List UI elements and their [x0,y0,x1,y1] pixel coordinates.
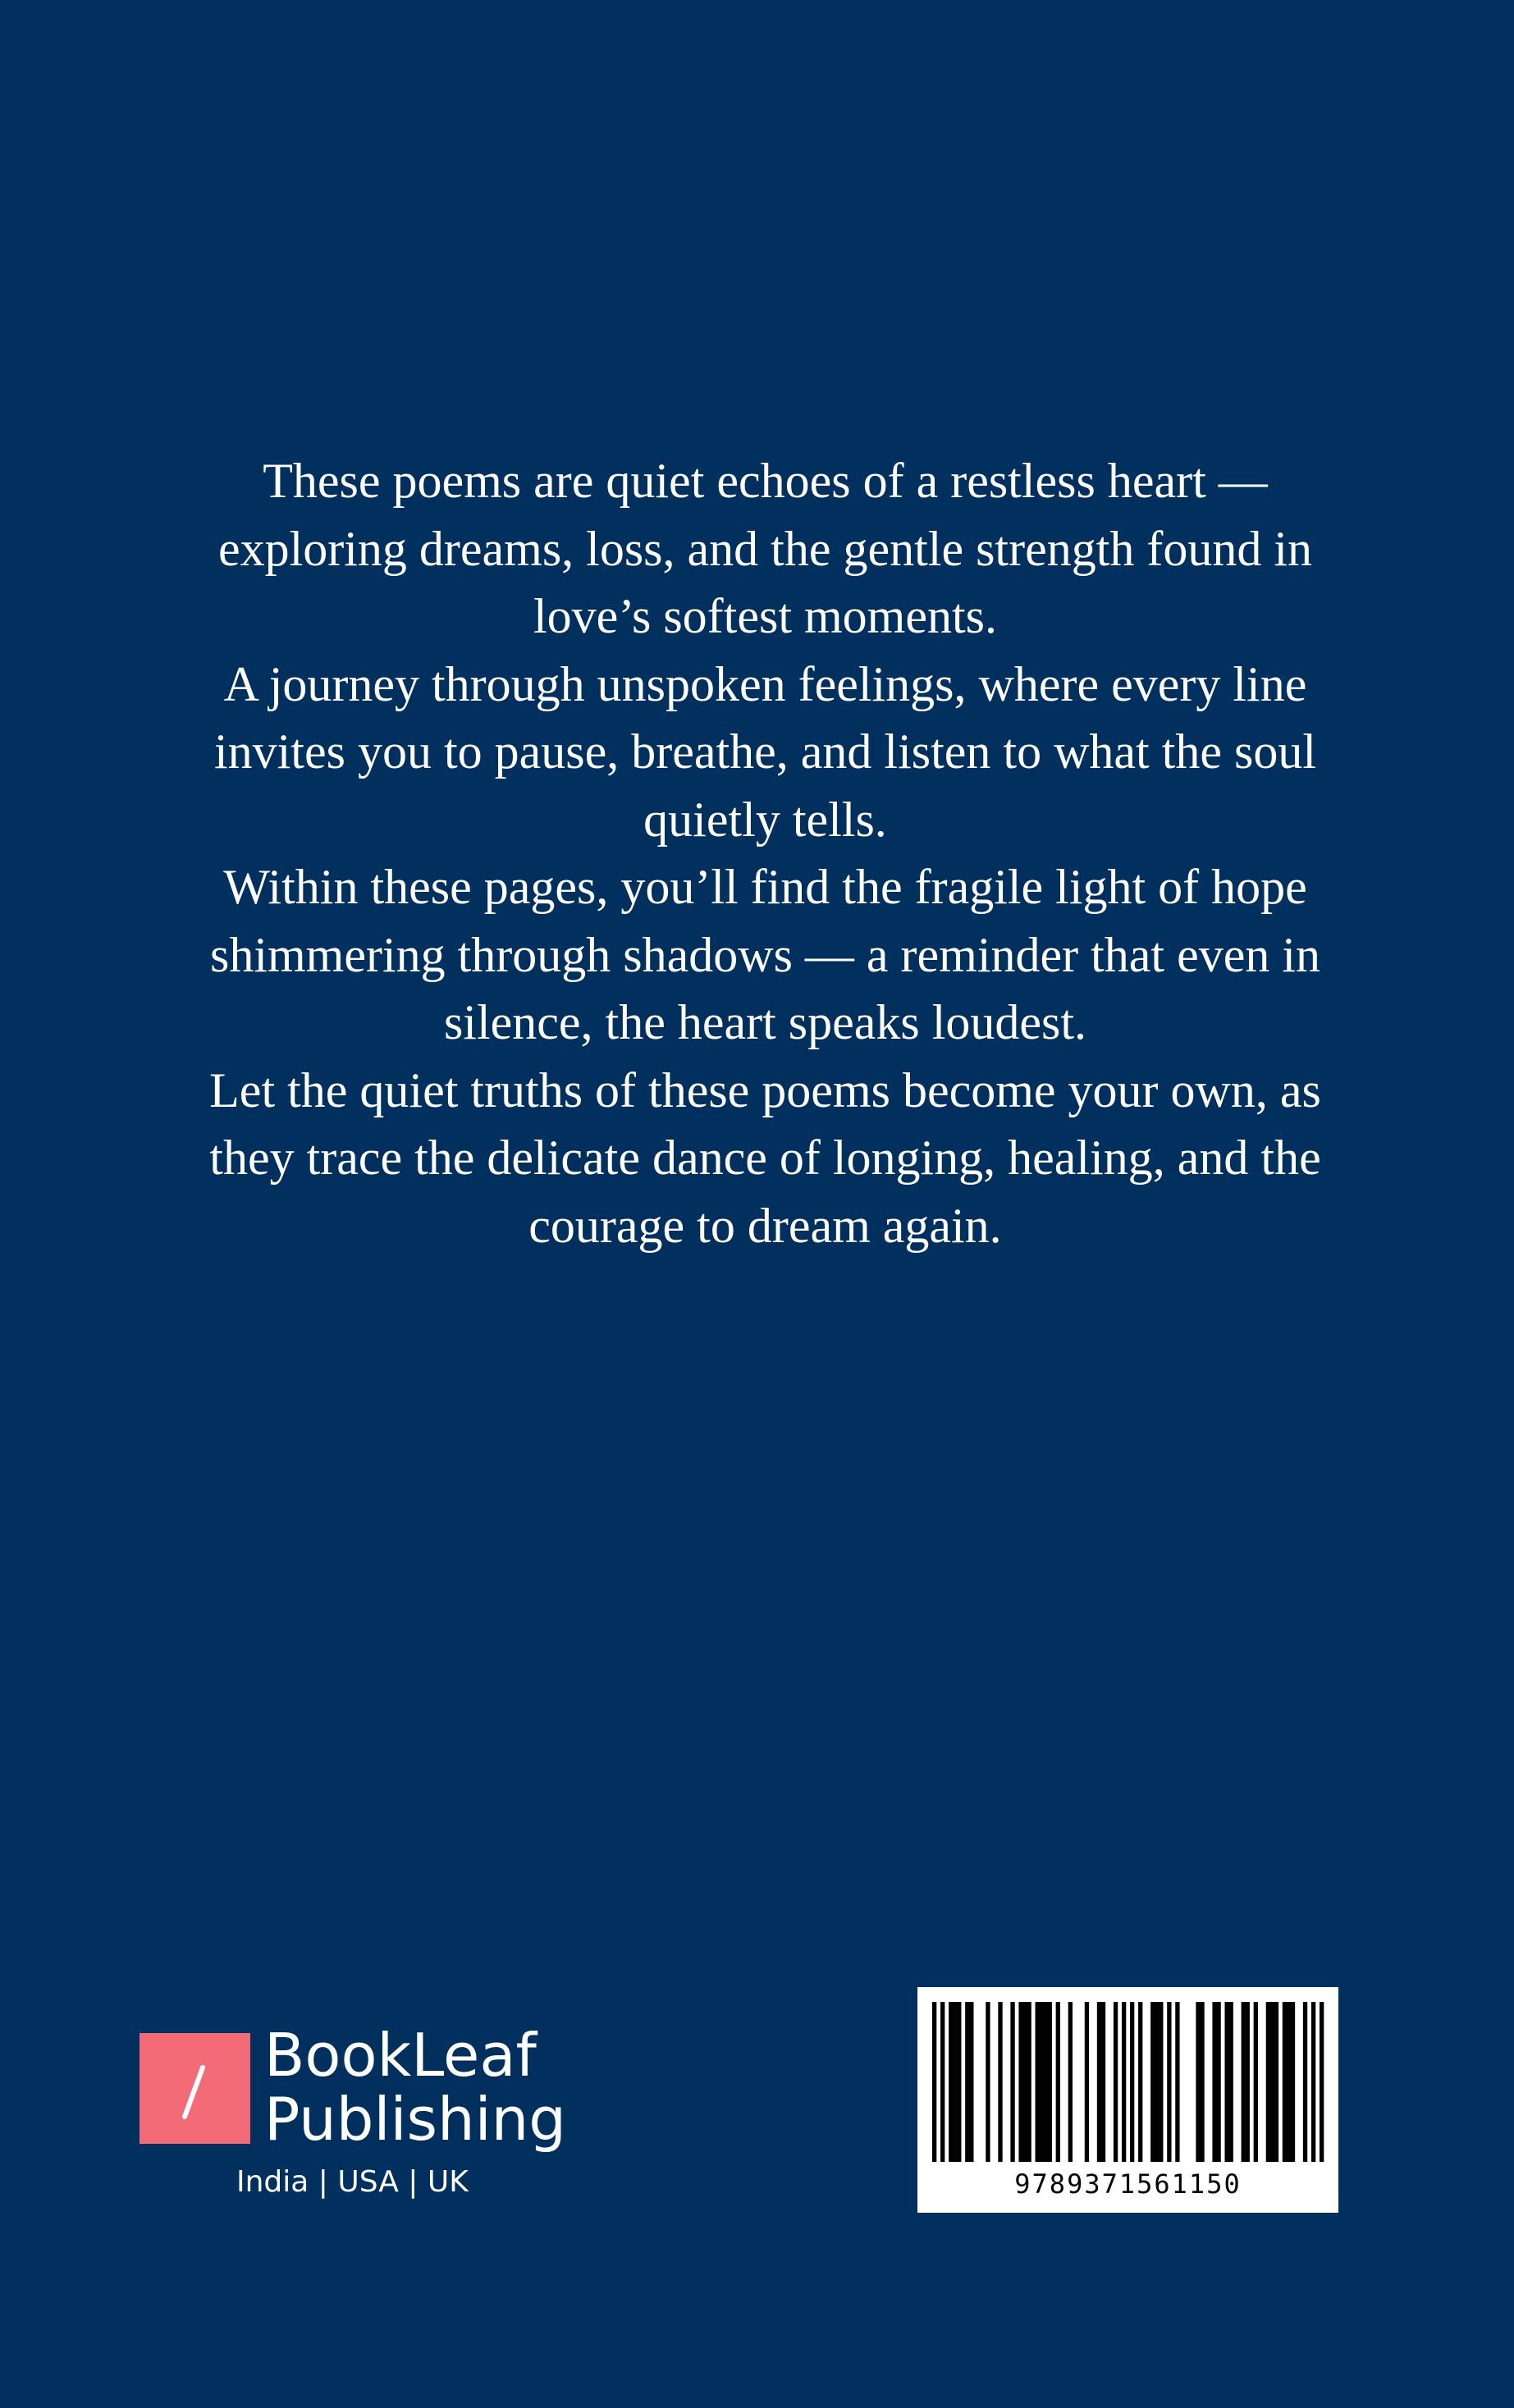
barcode-bar [1287,2002,1291,2162]
barcode-bar [969,2002,973,2162]
barcode-bar [1212,2002,1216,2162]
barcode-bar [953,2002,957,2162]
barcode-bar [1114,2002,1118,2162]
barcode-bar [1246,2002,1250,2162]
publisher-name [264,2021,566,2154]
blurb-paragraph-2: A journey through unspoken feelings, where every line invites you to pause, breathe, and listen to what the soul quietly tells. [213,656,1317,847]
barcode-bar [965,2002,969,2162]
publisher-regions: India | USA | UK [236,2165,469,2199]
blurb-paragraph-3: Within these pages, you’ll find the fragile light of hope shimmering through shadows — a reminder that even in silence, the heart speaks loudest. [209,860,1321,1049]
barcode-bar [1027,2002,1031,2162]
barcode-bar [949,2002,953,2162]
barcode-bar [1167,2002,1171,2162]
barcode-bar [1242,2002,1246,2162]
isbn-number: 9789371561150 [1014,2168,1242,2200]
barcode-bar [1229,2002,1233,2162]
barcode-bar [1283,2002,1287,2162]
barcode-bar [1101,2002,1105,2162]
blurb-paragraph-4: Let the quiet truths of these poems become your own, as they trace the delicate dance of longing, healing, and the courage to dream again. [209,1062,1321,1253]
barcode-bar [1044,2002,1048,2162]
barcode-icon [917,1987,1338,2168]
barcode-bar [1320,2002,1324,2162]
barcode-bar [1196,2002,1200,2162]
barcode-bar [1254,2002,1258,2162]
barcode-bar [1311,2002,1315,2162]
slash-logo-icon [140,2033,250,2144]
barcode-bar [1274,2002,1278,2162]
barcode-bar [932,2002,936,2162]
barcode-bar [1048,2002,1052,2162]
barcode-bar [1068,2002,1073,2162]
barcode-bar [1085,2002,1089,2162]
barcode-bar [1303,2002,1307,2162]
barcode-bar [1224,2002,1228,2162]
barcode-bar [1291,2002,1295,2162]
barcode-bar [1097,2002,1101,2162]
barcode-bar [1138,2002,1142,2162]
barcode-bar [998,2002,1002,2162]
isbn-barcode [917,1987,1338,2213]
barcode-bar [1040,2002,1044,2162]
barcode-bar [1056,2002,1060,2162]
barcode-bar [1150,2002,1155,2162]
barcode-bar [1200,2002,1204,2162]
barcode-bar [1155,2002,1159,2162]
barcode-bar [1036,2002,1040,2162]
back-cover-blurb [164,447,1366,1259]
publisher-logo [140,2021,566,2214]
publisher-name-line-1: BookLeaf [264,2021,537,2090]
barcode-bar [1022,2002,1027,2162]
barcode-bar [1270,2002,1274,2162]
barcode-bar [957,2002,961,2162]
barcode-bar [1130,2002,1134,2162]
barcode-bar [1175,2002,1179,2162]
blurb-paragraph-1: These poems are quiet echoes of a restless heart — exploring dreams, loss, and the gentle strength found in love’s softest moments. [217,454,1313,643]
barcode-bar [940,2002,945,2162]
barcode-bar [1010,2002,1014,2162]
barcode-bar [1159,2002,1163,2162]
barcode-bar [1122,2002,1126,2162]
publisher-name-line-2: Publishing [264,2085,566,2154]
barcode-bar [986,2002,990,2162]
barcode-bar [1266,2002,1270,2162]
barcode-bar [1018,2002,1022,2162]
barcode-bar [1216,2002,1220,2162]
